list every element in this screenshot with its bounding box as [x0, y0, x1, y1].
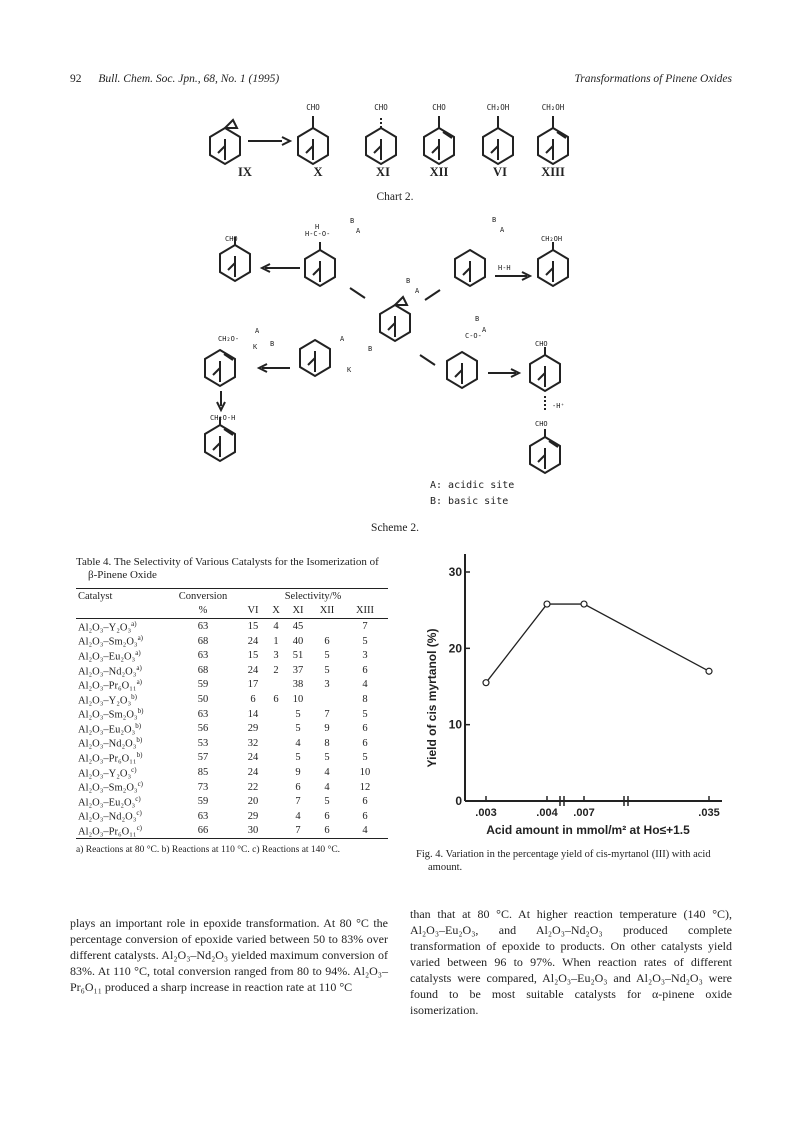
label-x: X [313, 165, 323, 179]
cell-x [268, 765, 284, 780]
cell-xiii: 6 [362, 664, 368, 676]
cell-vi: 15 [247, 620, 259, 632]
col-unit: % [168, 604, 238, 619]
cell-xi: 5 [295, 752, 301, 764]
cell-xiii: 5 [362, 708, 368, 720]
y-axis-label: Yield of cis myrtanol (%) [425, 628, 439, 768]
running-header [70, 73, 732, 85]
table-row [76, 765, 388, 780]
cell-xiii: 12 [359, 781, 371, 793]
cell-x [268, 794, 284, 809]
cell-catalyst [76, 634, 168, 649]
catalyst-name: Al₂O₃–Nd₂O₃ [78, 811, 137, 823]
cell-vi: 29 [247, 810, 259, 822]
cell-xiii: 7 [362, 620, 368, 632]
footnote-marker: c) [136, 809, 142, 818]
col-selectivity: Selectivity/% [238, 589, 388, 604]
y-tick-label: 30 [448, 565, 462, 579]
cell-xi: 4 [295, 737, 301, 749]
x-tick-label: .007 [573, 807, 595, 819]
cell-conversion: 73 [197, 781, 209, 793]
cell-conversion: 59 [197, 679, 209, 691]
cell-xi: 6 [295, 781, 301, 793]
cell-xii: 6 [324, 635, 330, 647]
table-row [76, 648, 388, 663]
footnote-marker: b) [136, 736, 143, 745]
table-row [76, 721, 388, 736]
cell-x [268, 824, 284, 839]
catalyst-name: Al₂O₃–Nd₂O₃ [78, 666, 137, 678]
label-xii: XII [429, 165, 449, 179]
cell-catalyst [76, 692, 168, 707]
cell-conversion: 68 [197, 635, 209, 647]
scheme-label-a5: A [340, 335, 345, 343]
scheme-label-a4: A [255, 327, 260, 335]
scheme-product-cho-2 [530, 429, 560, 473]
footnote-marker: a) [136, 663, 142, 672]
col-xi: XI [284, 604, 312, 619]
footnote-marker: b) [135, 721, 142, 730]
cell-vi: 6 [250, 693, 256, 705]
cell-xiii: 8 [362, 693, 368, 705]
x-tick-label: .003 [475, 807, 497, 819]
table-row [76, 663, 388, 678]
cell-vi: 32 [247, 737, 259, 749]
cell-vi: 14 [247, 708, 259, 720]
cell-xii: 3 [324, 679, 330, 691]
cell-catalyst [76, 707, 168, 722]
cell-xii: 5 [324, 650, 330, 662]
footnote-marker: c) [136, 824, 143, 833]
legend-acidic-site: A: acidic site [430, 480, 515, 491]
table-row [76, 794, 388, 809]
table-row [76, 619, 388, 634]
cell-xi: 5 [295, 708, 301, 720]
table-row [76, 751, 388, 766]
cell-vi: 30 [238, 824, 268, 839]
fig4-caption: Fig. 4. Variation in the percentage yield of cis-myrtanol (III) with acid amount. [416, 849, 711, 873]
structure-ix [210, 120, 240, 164]
group-vi: CH₂OH [486, 103, 510, 112]
cell-conversion: 50 [197, 693, 209, 705]
scheme-intermediate-5 [447, 352, 477, 388]
cell-xi: 7 [284, 824, 312, 839]
scheme-label-ch2o: CH₂O- [218, 335, 240, 343]
cell-xiii: 5 [362, 752, 368, 764]
scheme2-diagram [190, 208, 610, 513]
data-point [581, 601, 587, 607]
cell-catalyst [76, 721, 168, 736]
cell-xi: 51 [292, 650, 304, 662]
cell-xii: 4 [324, 766, 330, 778]
cell-catalyst [76, 678, 168, 693]
scheme-label-k2: K [347, 366, 352, 374]
scheme-label-b6: B [475, 315, 480, 323]
catalyst-name: Al₂O₃–Y₂O₃ [78, 622, 132, 634]
catalyst-name: Al₂O₃–Sm₂O₃ [78, 709, 138, 721]
footnote-marker: c) [131, 765, 137, 774]
scheme-intermediate-3 [205, 350, 235, 386]
catalyst-name: Al₂O₃–Pr₆O₁₁ [78, 753, 137, 765]
structure-x [298, 116, 328, 164]
catalyst-name: Al₂O₃–Pr₆O₁₁ [78, 826, 137, 838]
cell-xi: 45 [292, 620, 304, 632]
catalyst-name: Al₂O₃–Eu₂O₃ [78, 724, 136, 736]
scheme-label-hh: H-H [498, 264, 511, 272]
label-vi: VI [493, 165, 507, 179]
table-row [76, 736, 388, 751]
scheme-label-a1: A [356, 227, 361, 235]
cell-x: 1 [273, 635, 279, 647]
label-xiii: XIII [541, 165, 565, 179]
cell-xi: 4 [295, 810, 301, 822]
data-point [706, 668, 712, 674]
scheme-label-cho-mid: CHO [535, 340, 548, 348]
scheme-intermediate-4 [300, 340, 330, 376]
catalyst-name: Al₂O₃–Y₂O₃ [78, 768, 132, 780]
cell-xii: 6 [324, 810, 330, 822]
cell-xi: 7 [295, 796, 301, 808]
scheme-label-b2: B [406, 277, 411, 285]
cell-vi: 24 [247, 664, 259, 676]
scheme-product-cho [220, 237, 250, 281]
cell-conversion: 56 [197, 723, 209, 735]
table-row [76, 692, 388, 707]
cell-vi: 24 [247, 752, 259, 764]
scheme-intermediate-1 [305, 242, 335, 286]
group-xii: CHO [432, 103, 446, 112]
cell-x [268, 736, 284, 751]
scheme-label-b3: B [492, 216, 497, 224]
cell-conversion: 57 [197, 752, 209, 764]
chart2-caption: Chart 2. [376, 191, 414, 203]
cell-xiii: 6 [362, 723, 368, 735]
catalyst-name: Al₂O₃–Eu₂O₃ [78, 797, 136, 809]
cell-catalyst [76, 780, 168, 795]
cell-xiii: 10 [359, 766, 371, 778]
x-tick-label: .035 [698, 807, 720, 819]
cell-x: 2 [273, 664, 279, 676]
table-row [76, 634, 388, 649]
cell-xii: 9 [324, 723, 330, 735]
scheme2-caption: Scheme 2. [371, 522, 419, 534]
scheme-label-k1: K [253, 343, 258, 351]
journal-citation: Bull. Chem. Soc. Jpn., 68, No. 1 (1995) [98, 73, 280, 85]
cell-vi: 29 [247, 723, 259, 735]
cell-catalyst [76, 751, 168, 766]
cell-xii [312, 692, 342, 707]
cell-xi: 37 [292, 664, 304, 676]
catalyst-name: Al₂O₃–Y₂O₃ [78, 695, 132, 707]
col-vi: VI [238, 604, 268, 619]
scheme-label-co: C-O- [465, 332, 482, 340]
cell-xii: 8 [324, 737, 330, 749]
cell-x: 3 [273, 650, 279, 662]
scheme-center-structure [380, 297, 410, 341]
cell-vi: 20 [247, 796, 259, 808]
chart2-structures [200, 96, 600, 182]
table4-title: Table 4. The Selectivity of Various Catalysts for the Isomerization of β-Pinene Oxide [76, 556, 379, 581]
cell-xi: 9 [295, 766, 301, 778]
catalyst-name: Al₂O₃–Sm₂O₃ [78, 636, 138, 648]
table4-footnote: a) Reactions at 80 °C. b) Reactions at 110 °C. c) Reactions at 140 °C. [76, 845, 341, 856]
scheme-label-cho-left: CHO [225, 235, 238, 243]
scheme-label-ch2oh-2: CH₂O-H [210, 414, 236, 422]
cell-vi: 24 [247, 766, 259, 778]
y-tick-label: 10 [448, 717, 462, 732]
cell-catalyst [76, 765, 168, 780]
table-row [76, 780, 388, 795]
footnote-marker: a) [137, 634, 144, 643]
x-tick-label: .004 [536, 807, 558, 819]
table4-grid [76, 588, 388, 839]
cell-conversion: 66 [168, 824, 238, 839]
structure-xii [424, 116, 454, 164]
scheme-label-a3: A [500, 226, 505, 234]
scheme-product-ch2oh-2 [205, 417, 235, 461]
cell-conversion: 63 [197, 620, 209, 632]
cell-conversion: 85 [197, 766, 209, 778]
group-x: CHO [306, 103, 320, 112]
cell-xi: 5 [295, 723, 301, 735]
cell-xiii: 6 [362, 796, 368, 808]
cell-catalyst [76, 663, 168, 678]
cell-xii [312, 619, 342, 634]
data-point [483, 680, 489, 686]
scheme-label-hco: H-C-O- [305, 230, 331, 238]
cell-vi: 22 [247, 781, 259, 793]
label-ix: IX [238, 165, 252, 179]
cell-conversion: 63 [197, 708, 209, 720]
table4 [76, 556, 388, 856]
scheme-label-a2: A [415, 287, 420, 295]
cell-vi: 24 [247, 635, 259, 647]
scheme-label-ch2oh: CH₂OH [541, 235, 563, 243]
scheme-label-b4: B [270, 340, 275, 348]
cell-xii: 5 [324, 796, 330, 808]
cell-conversion: 63 [197, 810, 209, 822]
cell-catalyst [76, 619, 168, 634]
cell-x [268, 780, 284, 795]
footnote-marker: a) [131, 619, 137, 628]
legend-basic-site: B: basic site [430, 496, 509, 507]
cell-x [268, 707, 284, 722]
group-xiii: CH₂OH [541, 103, 565, 112]
scheme-label-cho-bottom: CHO [535, 420, 548, 428]
col-catalyst: Catalyst [76, 589, 168, 604]
col-x: X [268, 604, 284, 619]
cell-vi: 15 [247, 650, 259, 662]
cell-catalyst [76, 794, 168, 809]
catalyst-name: Al₂O₃–Pr₆O₁₁ [78, 680, 137, 692]
cell-xiii: 4 [362, 679, 368, 691]
label-xi: XI [376, 165, 390, 179]
data-point [544, 601, 550, 607]
cell-xi: 10 [292, 693, 304, 705]
cell-xiii: 5 [362, 635, 368, 647]
fig4-chart [412, 548, 732, 844]
series-line [486, 604, 709, 683]
footnote-marker: c) [137, 780, 144, 789]
structure-vi [483, 116, 513, 164]
scheme-intermediate-2 [455, 250, 485, 286]
cell-x [268, 751, 284, 766]
table-row [76, 824, 388, 839]
footnote-marker: b) [131, 692, 137, 701]
cell-x: 6 [273, 693, 279, 705]
cell-conversion: 63 [197, 650, 209, 662]
cell-xii: 5 [324, 752, 330, 764]
cell-xii: 6 [312, 824, 342, 839]
group-xi: CHO [374, 103, 388, 112]
cell-conversion: 68 [197, 664, 209, 676]
cell-xiii: 3 [362, 650, 368, 662]
body-left-column: plays an important role in epoxide transformation. At 80 °C the percentage conversion of epoxide varied between 50 to 83% over different catalysts. Al₂O₃–Nd₂O₃ yielded maximum conversion of 83%. At 110 °C, total conversion ranged from 80 to 94%. Al₂O₃–Pr₆O₁₁ produced a sharp increase in reaction rate at 110 °C [70, 916, 388, 994]
cell-xiii: 4 [342, 824, 388, 839]
cell-xi: 38 [292, 679, 304, 691]
cell-x: 4 [273, 620, 279, 632]
cell-x [268, 809, 284, 824]
cell-xii: 5 [324, 664, 330, 676]
cell-xii: 4 [324, 781, 330, 793]
cell-catalyst [76, 809, 168, 824]
cell-xii: 7 [324, 708, 330, 720]
footnote-marker: b) [137, 707, 144, 716]
scheme-label-a6: A [482, 326, 487, 334]
scheme-label-b5: B [368, 345, 373, 353]
scheme-label-h: H [315, 223, 320, 231]
y-tick-label: 0 [455, 794, 462, 808]
scheme-intermediate-6 [530, 347, 560, 391]
footnote-marker: c) [135, 794, 141, 803]
cell-x [268, 721, 284, 736]
page-number: 92 [70, 73, 82, 85]
cell-vi: 17 [247, 679, 259, 691]
cell-catalyst [76, 648, 168, 663]
cell-conversion: 59 [197, 796, 209, 808]
col-xiii: XIII [342, 604, 388, 619]
structure-xi [366, 116, 396, 164]
scheme-product-ch2oh [538, 242, 568, 286]
body-right-column: than that at 80 °C. At higher reaction temperature (140 °C), Al₂O₃–Eu₂O₃, and Al₂O₃–Nd₂O₃ produced complete transformation of epoxide to products. On other catalysts yield varied between 96 to 97%. When reaction rates of different catalysts were compared, Al₂O₃–Eu₂O₃ and Al₂O₃–Nd₂O₃ were found to be most suitable catalysts for α-pinene oxide isomerization. [410, 907, 732, 1017]
catalyst-name: Al₂O₃–Nd₂O₃ [78, 738, 137, 750]
scheme-label-minus-h: -H⁺ [552, 402, 565, 410]
scheme-label-b1: B [350, 217, 355, 225]
footnote-marker: a) [135, 648, 141, 657]
table-row [76, 707, 388, 722]
running-title: Transformations of Pinene Oxides [574, 73, 732, 85]
y-tick-label: 20 [448, 641, 462, 656]
cell-xiii: 6 [362, 737, 368, 749]
catalyst-name: Al₂O₃–Sm₂O₃ [78, 782, 138, 794]
cell-xi: 40 [292, 635, 304, 647]
table-row [76, 678, 388, 693]
col-xii: XII [312, 604, 342, 619]
col-conversion: Conversion [168, 589, 238, 604]
catalyst-name: Al₂O₃–Eu₂O₃ [78, 651, 136, 663]
cell-catalyst [76, 824, 168, 839]
x-axis-label: Acid amount in mmol/m² at Ho≤+1.5 [486, 823, 690, 837]
structure-xiii [538, 116, 568, 164]
cell-conversion: 53 [197, 737, 209, 749]
footnote-marker: b) [136, 751, 143, 760]
cell-catalyst [76, 736, 168, 751]
table-row [76, 809, 388, 824]
cell-x [268, 678, 284, 693]
footnote-marker: a) [136, 678, 143, 687]
cell-xiii: 6 [362, 810, 368, 822]
